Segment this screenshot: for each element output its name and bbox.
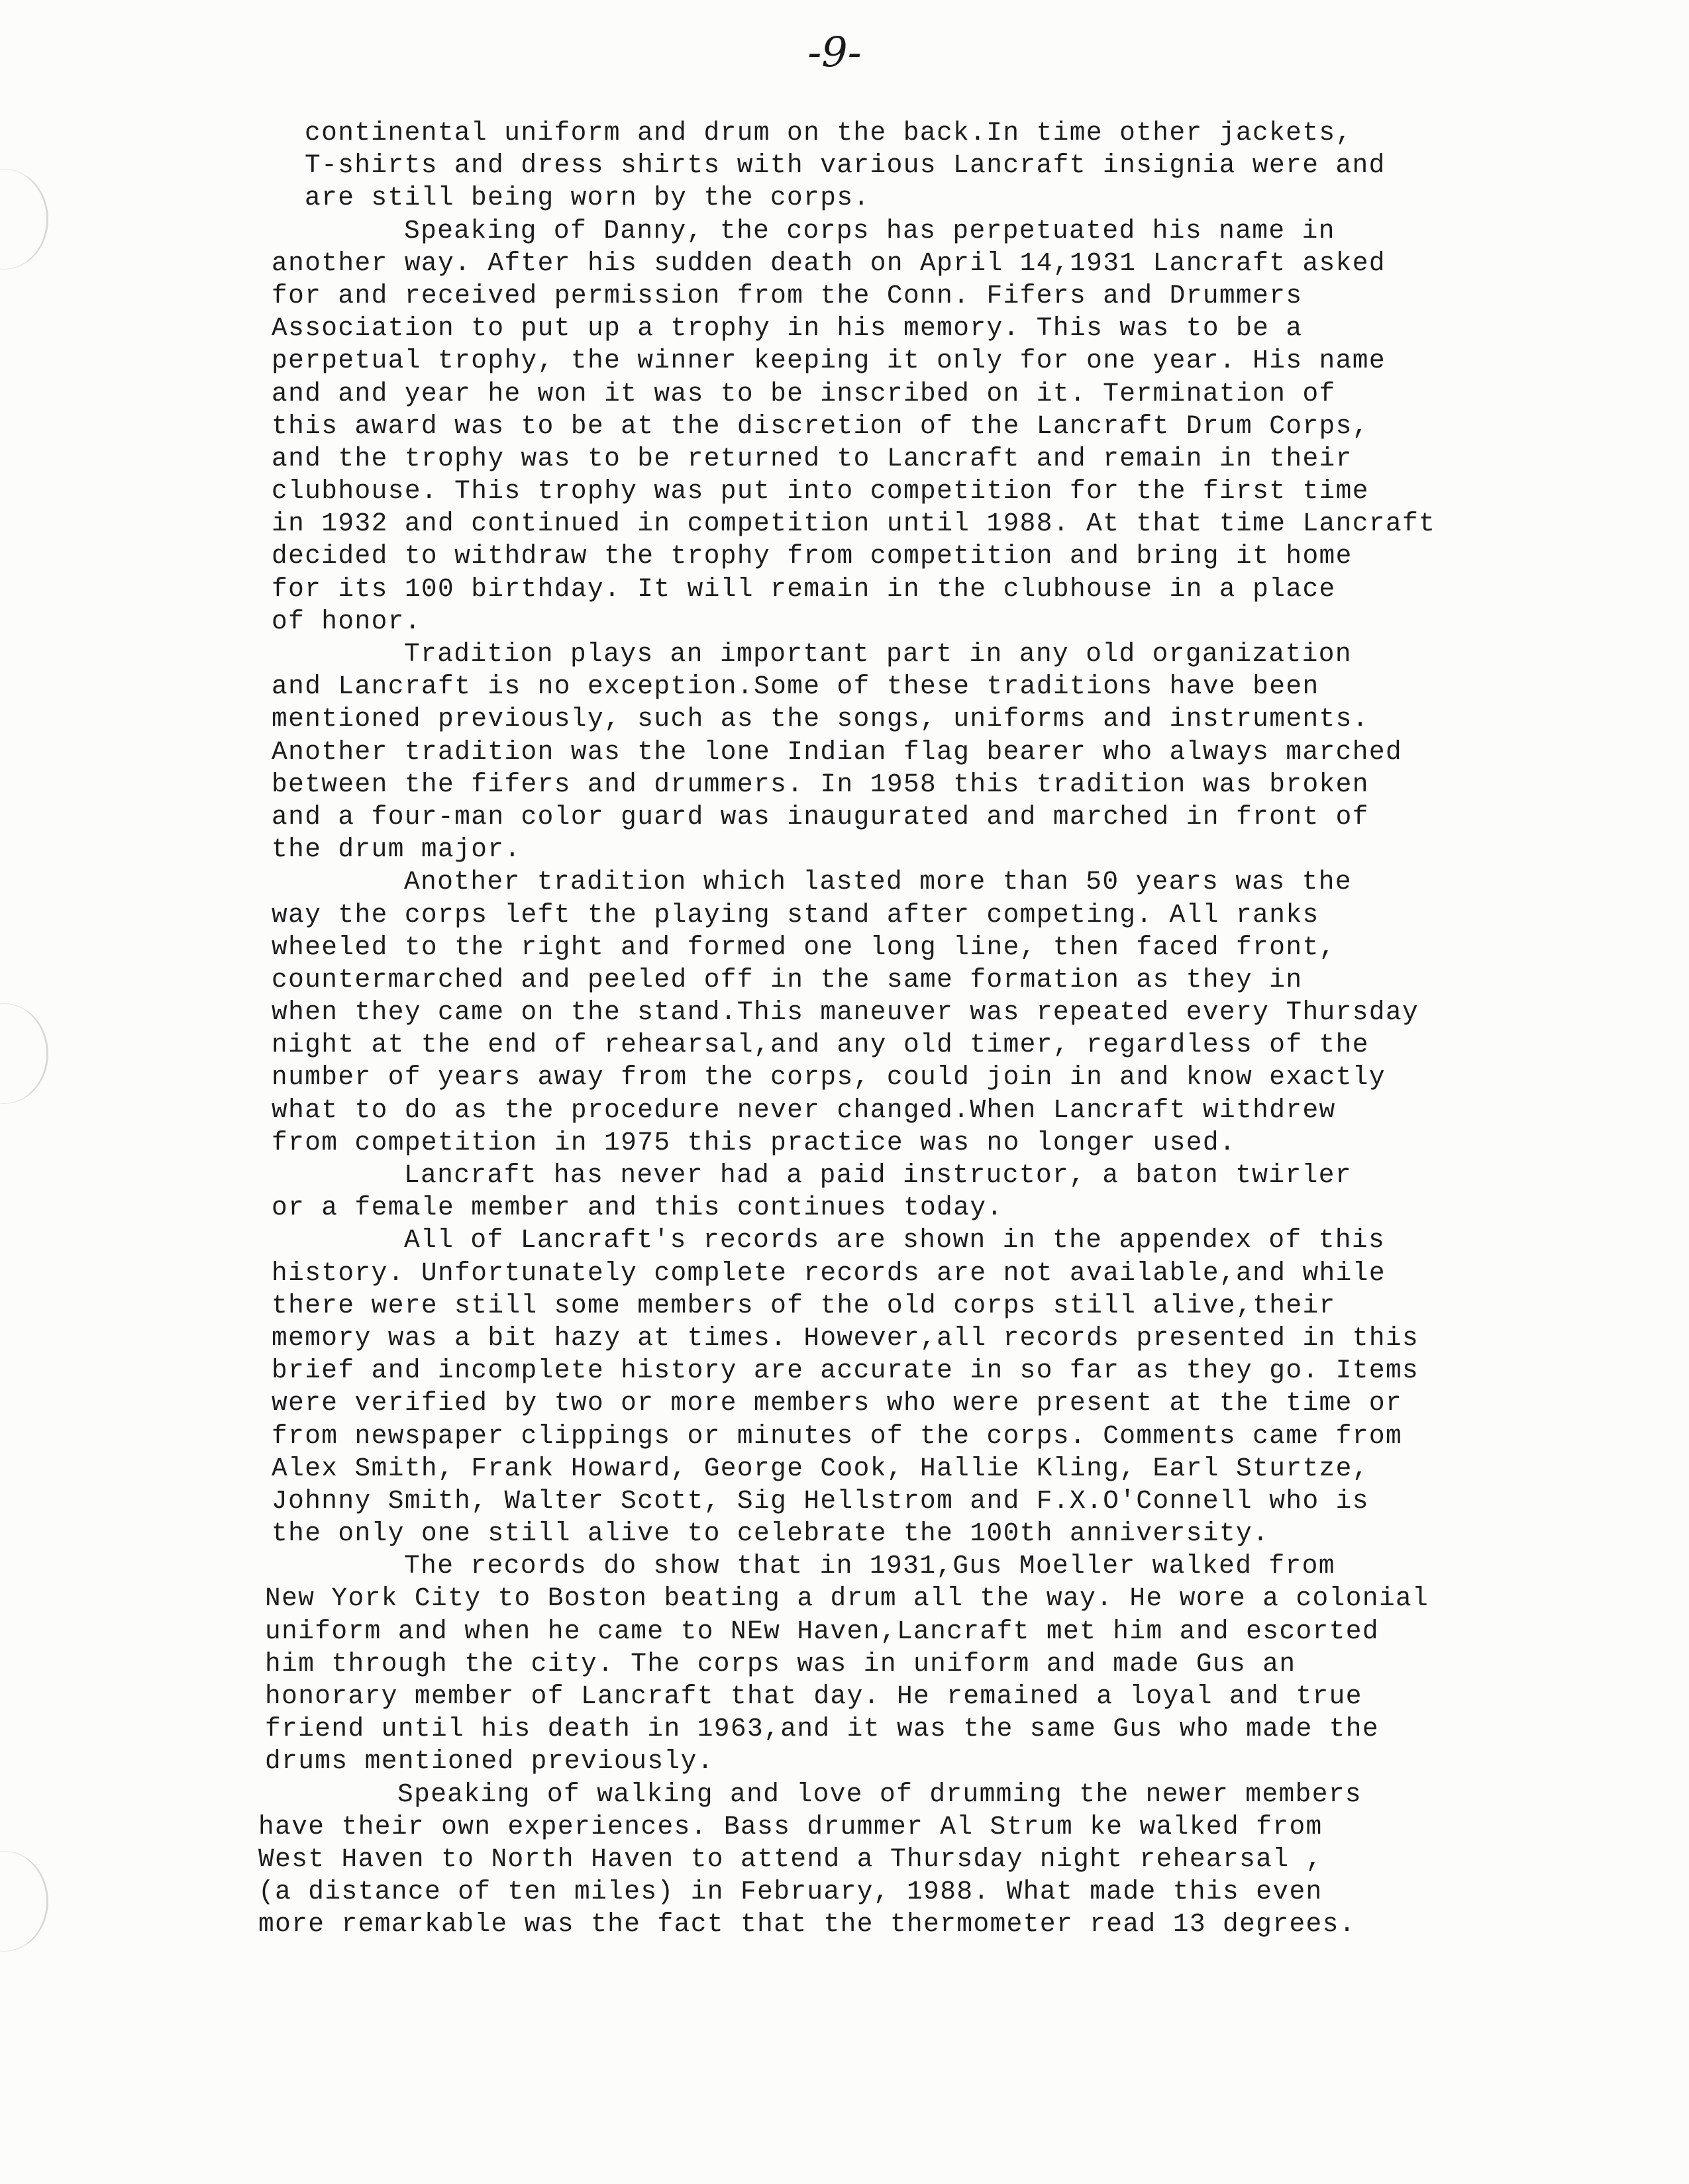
text-line: more remarkable was the fact that the thermometer read 13 degrees.	[258, 1909, 1356, 1940]
text-line: and a four-man color guard was inaugurated and marched in front of	[272, 801, 1369, 832]
text-line: memory was a bit hazy at times. However,all records presented in this	[272, 1322, 1419, 1353]
text-line: West Haven to North Haven to attend a Thursday night rehearsal ,	[258, 1844, 1323, 1874]
text-line: night at the end of rehearsal,and any old timer, regardless of the	[272, 1030, 1369, 1060]
text-line: have their own experiences. Bass drummer Al Strum ke walked from	[258, 1811, 1323, 1842]
text-line: wheeled to the right and formed one long line, then faced front,	[272, 932, 1336, 962]
text-line: from newspaper clippings or minutes of the corps. Comments came from	[272, 1420, 1403, 1451]
page-number: -9-	[807, 28, 862, 76]
text-line: Johnny Smith, Walter Scott, Sig Hellstrom and F.X.O'Connell who is	[272, 1485, 1369, 1516]
text-line: Association to put up a trophy in his memory. This was to be a	[272, 313, 1303, 344]
text-line: number of years away from the corps, could join in and know exactly	[272, 1062, 1386, 1093]
text-line: T-shirts and dress shirts with various Lancraft insignia were and	[305, 150, 1386, 181]
text-line: and and year he won it was to be inscribed on it. Termination of	[272, 378, 1336, 409]
text-line: Another tradition which lasted more than 50 years was the	[404, 867, 1352, 897]
text-line: what to do as the procedure never changed.When Lancraft withdrew	[272, 1095, 1336, 1125]
text-line: decided to withdraw the trophy from competition and bring it home	[272, 541, 1353, 571]
binder-hole	[0, 1003, 48, 1104]
text-line: for its 100 birthday. It will remain in the clubhouse in a place	[272, 573, 1336, 604]
text-line: way the corps left the playing stand after competing. All ranks	[272, 899, 1319, 930]
text-line: and the trophy was to be returned to Lancraft and remain in their	[272, 443, 1353, 473]
text-line: and Lancraft is no exception.Some of these traditions have been	[272, 671, 1319, 702]
text-line: Speaking of walking and love of drumming the newer members	[397, 1779, 1362, 1809]
text-line: of honor.	[272, 606, 421, 636]
text-line: Lancraft has never had a paid instructor, a baton twirler	[404, 1160, 1352, 1190]
text-line: there were still some members of the old corps still alive,their	[272, 1290, 1336, 1320]
text-line: for and received permission from the Conn. Fifers and Drummers	[272, 280, 1303, 311]
text-line: another way. After his sudden death on April 14,1931 Lancraft asked	[272, 248, 1386, 278]
text-line: (a distance of ten miles) in February, 1988. What made this even	[258, 1877, 1323, 1907]
body-text	[219, 117, 1643, 1941]
text-line: this award was to be at the discretion of the Lancraft Drum Corps,	[272, 411, 1369, 441]
binder-hole	[0, 1851, 48, 1952]
text-line: are still being worn by the corps.	[305, 183, 870, 213]
text-line: Alex Smith, Frank Howard, George Cook, Hallie Kling, Earl Sturtze,	[272, 1453, 1369, 1483]
text-line: from competition in 1975 this practice was no longer used.	[272, 1127, 1237, 1158]
text-line: him through the city. The corps was in uniform and made Gus an	[265, 1648, 1296, 1679]
text-line: countermarched and peeled off in the same formation as they in	[272, 964, 1303, 995]
text-line: friend until his death in 1963,and it was the same Gus who made the	[265, 1714, 1379, 1744]
text-line: between the fifers and drummers. In 1958 this tradition was broken	[272, 769, 1369, 799]
text-line: in 1932 and continued in competition until 1988. At that time Lancraft	[272, 509, 1436, 539]
text-line: All of Lancraft's records are shown in the appendex of this	[404, 1225, 1386, 1256]
text-line: New York City to Boston beating a drum all the way. He wore a colonial	[265, 1583, 1429, 1614]
text-line: Another tradition was the lone Indian flag bearer who always marched	[272, 736, 1403, 767]
binder-hole	[0, 169, 48, 270]
text-line: honorary member of Lancraft that day. He remained a loyal and true	[265, 1681, 1362, 1711]
text-line: perpetual trophy, the winner keeping it only for one year. His name	[272, 346, 1386, 376]
text-line: Speaking of Danny, the corps has perpetuated his name in	[404, 215, 1335, 246]
text-line: mentioned previously, such as the songs, uniforms and instruments.	[272, 704, 1369, 734]
text-line: the only one still alive to celebrate the 100th anniversity.	[272, 1518, 1270, 1549]
text-line: clubhouse. This trophy was put into competition for the first time	[272, 476, 1369, 507]
text-line: brief and incomplete history are accurate in so far as they go. Items	[272, 1356, 1419, 1386]
text-line: when they came on the stand.This maneuver was repeated every Thursday	[272, 997, 1419, 1028]
text-line: Tradition plays an important part in any old organization	[404, 639, 1352, 669]
text-line: were verified by two or more members who were present at the time or	[272, 1388, 1403, 1418]
text-line: uniform and when he came to NEw Haven,Lancraft met him and escorted	[265, 1616, 1379, 1646]
text-line: history. Unfortunately complete records are not available,and while	[272, 1258, 1386, 1288]
text-line: The records do show that in 1931,Gus Moeller walked from	[404, 1551, 1335, 1581]
text-line: continental uniform and drum on the back.In time other jackets,	[305, 118, 1353, 148]
text-line: drums mentioned previously.	[265, 1746, 714, 1777]
text-line: or a female member and this continues today.	[272, 1193, 1003, 1223]
text-line: the drum major.	[272, 834, 521, 865]
